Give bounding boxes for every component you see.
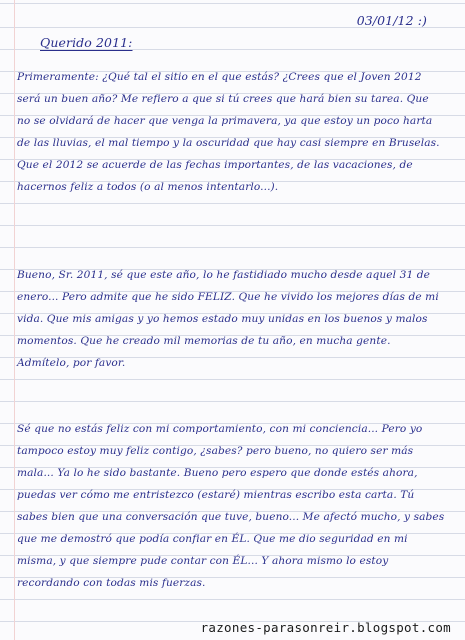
blog-watermark: razones-parasonreir.blogspot.com bbox=[200, 620, 451, 635]
letter-paragraph-3: Sé que no estás feliz con mi comportamiento, con mi conciencia... Pero yo tampoco estoy muy feliz contigo, ¿sabes? pero bueno, no quiero ser más mala... Ya lo he sido bastante. Bueno pero espero que donde estés ahora, puedas ver cómo me entristezco (estaré) mientras escribo esta carta. Tú sabes bien que una conversación que tuve, bueno... Me afectó mucho, y sabes que me demostró que podía confiar en ÉL. Que me dio seguridad en mi misma, y que siempre pude contar con ÉL... Y ahora mismo lo estoy recordando con todas mis fuerzas. bbox=[17, 423, 445, 589]
letter-paragraph-1: Primeramente: ¿Qué tal el sitio en el que estás? ¿Crees que el Joven 2012 será un buen año? Me refiero a que si tú crees que hará bien su tarea. Que no se olvidará de hacer que venga la primavera, ya que estoy un poco harta de las lluvias, el mal tiempo y la oscuridad que hay casi siempre en Bruselas. Que el 2012 se acuerde de las fechas importantes, de las vacaciones, de hacernos feliz a todos (o al menos intentarlo...). bbox=[17, 71, 440, 193]
letter-salutation: Querido 2011: bbox=[40, 35, 133, 50]
margin-line bbox=[14, 0, 15, 640]
letter-date: 03/01/12 :) bbox=[356, 13, 427, 28]
letter-paragraph-2: Bueno, Sr. 2011, sé que este año, lo he fastidiado mucho desde aquel 31 de enero... Pero admite que he sido FELIZ. Que he vivido los mejores días de mi vida. Que mis amigas y yo hemos estado muy unidas en los buenos y malos momentos. Que he creado mil memorias de tu año, en mucha gente. Admítelo, por favor. bbox=[17, 269, 439, 369]
